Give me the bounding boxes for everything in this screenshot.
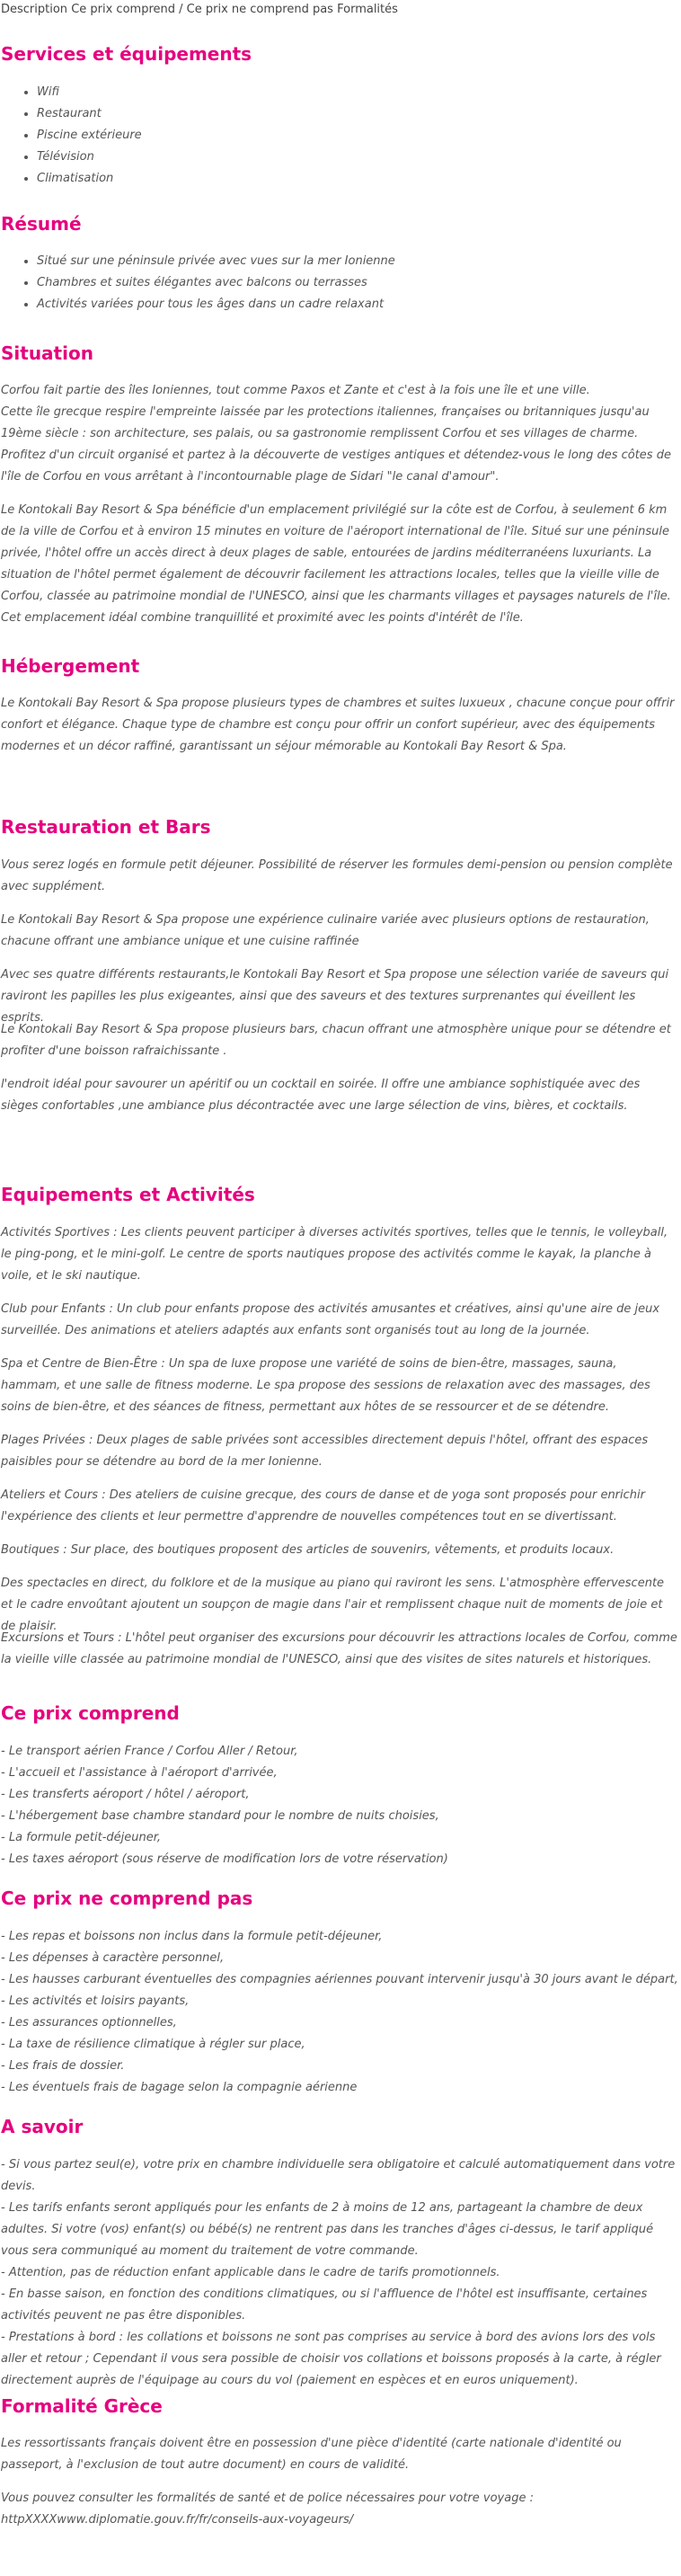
equipements-heading: Equipements et Activités xyxy=(1,1184,255,1205)
list-item: - La formule petit-déjeuner, xyxy=(1,1831,162,1844)
list-item: • Situé sur une péninsule privée avec vues sur la mer Ionienne xyxy=(37,251,395,272)
formalite-links xyxy=(1,2488,679,2531)
paragraph: Avec ses quatre différents restaurants,le Kontokali Bay Resort et Spa propose une sélection variée de saveurs qui raviront les papilles les plus exigeantes, ainsi que des saveurs et des textures surprenantes qui éveillent les esprits. xyxy=(1,968,669,1025)
list-item: - Attention, pas de réduction enfant applicable dans le cadre de tarifs promotionnels. xyxy=(1,2266,500,2279)
savoir-heading: A savoir xyxy=(1,2116,84,2137)
list-item: - Les activités et loisirs payants, xyxy=(1,1994,190,2008)
paragraph: Spa et Centre de Bien-Être : Un spa de luxe propose une variété de soins de bien-être, massages, sauna, hammam, et une salle de fitness moderne. Le spa propose des sessions de relaxation avec des massages, des soins de bien-être, et des séances de fitness, permettant aux hôtes de se ressourcer et de se détendre. xyxy=(1,1357,650,1414)
paragraph: Plages Privées : Deux plages de sable privées sont accessibles directement depuis l'hôtel, offrant des espaces paisibles pour se détendre au bord de la mer Ionienne. xyxy=(1,1434,649,1469)
list-item: • Climatisation xyxy=(37,168,142,190)
paragraph: Les ressortissants français doivent être en possession d'une pièce d'identité (carte nationale d'identité ou passeport, à l'exclusion de tout autre document) en cours de validité. xyxy=(1,2437,622,2472)
list-item: - L'hébergement base chambre standard pour le nombre de nuits choisies, xyxy=(1,1809,439,1823)
list-item: • Piscine extérieure xyxy=(37,125,142,147)
paragraph: Ateliers et Cours : Des ateliers de cuisine grecque, des cours de danse et de yoga sont proposés pour enrichir l'expérience des clients et leur permettre d'apprendre de nouvelles compétences tout en se divertissant. xyxy=(1,1488,645,1523)
list-item: - Les dépenses à caractère personnel, xyxy=(1,1951,225,1965)
tab-bar: Description Ce prix comprend / Ce prix ne comprend pas Formalités xyxy=(1,3,398,16)
tab-ce-prix-comprend[interactable]: Ce prix comprend xyxy=(71,3,175,16)
list-item: - La taxe de résilience climatique à régler sur place, xyxy=(1,2038,305,2051)
services-heading: Services et équipements xyxy=(1,43,252,65)
situation-text xyxy=(1,380,679,488)
list-item: - L'accueil et l'assistance à l'aéroport d'arrivée, xyxy=(1,1766,278,1780)
list-item: - Le transport aérien France / Corfou Aller / Retour, xyxy=(1,1745,298,1758)
link-line xyxy=(1,2509,679,2531)
paragraph: Corfou fait partie des îles Ioniennes, tout comme Paxos et Zante et c'est à la fois une île et une ville. xyxy=(1,384,590,397)
hebergement-heading: Hébergement xyxy=(1,655,140,677)
list-item: • Activités variées pour tous les âges dans un cadre relaxant xyxy=(37,294,395,315)
list-item: - En basse saison, en fonction des conditions climatiques, ou si l'affluence de l'hôtel est insuffisante, certaines activités peuvent ne pas être disponibles. xyxy=(1,2287,648,2323)
comprend-list xyxy=(1,1741,679,1870)
resume-list xyxy=(1,251,395,315)
list-item: - Les taxes aéroport (sous réserve de modification lors de votre réservation) xyxy=(1,1852,448,1866)
paragraph: l'endroit idéal pour savourer un apéritif ou un cocktail en soirée. Il offre une ambiance sophistiquée avec des sièges confortables ,une ambiance plus décontractée avec une large sélection de vins, bières, et cocktails. xyxy=(1,1078,641,1113)
paragraph: Le Kontokali Bay Resort & Spa propose plusieurs types de chambres et suites luxueux , chacune conçue pour offrir confort et élégance. Chaque type de chambre est conçu pour offrir un confort supérieur, avec des équipements modernes et un décor raffiné, garantissant un séjour mémorable au Kontokali Bay Resort & Spa. xyxy=(1,697,675,753)
paragraph: Cette île grecque respire l'empreinte laissée par les protections italiennes, françaises ou britanniques jusqu'au 19ème siècle : son architecture, ses palais, ou sa gastronomie remplissent Corfou et ses villages de charme. Profitez d'un circuit organisé et partez à la découverte de vestiges antiques et détendez-vous le long des côtes de l'île de Corfou en vous arrêtant à l'incontournable plage de Sidari "le canal d'amour". xyxy=(1,405,671,484)
paragraph: Le Kontokali Bay Resort & Spa propose une expérience culinaire variée avec plusieurs options de restauration, chacune offrant une ambiance unique et une cuisine raffinée xyxy=(1,913,650,948)
savoir-list xyxy=(1,2154,679,2392)
diplomatie-link[interactable]: httpXXXXwww.diplomatie.gouv.fr/fr/conseils-aux-voyageurs/ xyxy=(1,2513,354,2527)
list-item: • Télévision xyxy=(37,147,142,168)
restauration-heading: Restauration et Bars xyxy=(1,816,211,838)
list-item: - Les tarifs enfants seront appliqués pour les enfants de 2 à moins de 12 ans, partageant la chambre de deux adultes. Si votre (vos) enfant(s) ou bébé(s) ne rentrent pas dans les tranches d'âges ci-dessus, le tarif appliqué vous sera communiqué au moment du traitement de votre commande. xyxy=(1,2201,654,2258)
paragraph: Le Kontokali Bay Resort & Spa bénéficie d'un emplacement privilégié sur la côte est de Corfou, à seulement 6 km de la ville de Corfou et à environ 15 minutes en voiture de l'aéroport international de l'île. Situé sur une péninsule privée, l'hôtel offre un accès direct à deux plages de sable, entourées de jardins méditerranéens luxuriants. La situation de l'hôtel permet également de découvrir facilement les attractions locales, telles que la vieille ville de Corfou, classée au patrimoine mondial de l'UNESCO, ainsi que les charmants villages et paysages naturels de l'île. Cet emplacement idéal combine tranquillité et proximité avec les points d'intérêt de l'île. xyxy=(1,503,671,625)
list-item: - Les hausses carburant éventuelles des compagnies aériennes pouvant intervenir jusqu'à 30 jours avant le départ, xyxy=(1,1973,678,1986)
paragraph: Excursions et Tours : L'hôtel peut organiser des excursions pour découvrir les attractions locales de Corfou, comme la vieille ville classée au patrimoine mondial de l'UNESCO, ainsi que des visites de sites naturels et historiques. xyxy=(1,1631,677,1666)
resume-heading: Résumé xyxy=(1,213,82,235)
list-item: - Prestations à bord : les collations et boissons ne sont pas comprises au service à bord des avions lors des vols aller et retour ; Cependant il vous sera possible de choisir vos collations et boissons proposés à la carte, à régler directement auprès de l'équipage au cours du vol (paiement en espèces et en euros uniquement). xyxy=(1,2331,661,2387)
list-item: • Wifi xyxy=(37,82,142,103)
situation-heading: Situation xyxy=(1,342,93,364)
tab-description[interactable]: Description xyxy=(1,3,68,16)
list-item: • Chambres et suites élégantes avec balcons ou terrasses xyxy=(37,272,395,294)
tab-ce-prix-ne-comprend-pas[interactable]: Ce prix ne comprend pas xyxy=(186,3,333,16)
paragraph: Vous pouvez consulter les formalités de santé et de police nécessaires pour votre voyage : xyxy=(1,2492,534,2505)
formalite-heading: Formalité Grèce xyxy=(1,2395,163,2417)
ne-comprend-heading: Ce prix ne comprend pas xyxy=(1,1888,253,1909)
list-item: - Si vous partez seul(e), votre prix en chambre individuelle sera obligatoire et calculé automatiquement dans votre devis. xyxy=(1,2158,676,2193)
services-list xyxy=(1,82,142,190)
paragraph: Activités Sportives : Les clients peuvent participer à diverses activités sportives, telles que le tennis, le volleyball, le ping-pong, et le mini-golf. Le centre de sports nautiques propose des activités comme le kayak, la planche à voile, et le ski nautique. xyxy=(1,1226,668,1283)
list-item: - Les transferts aéroport / hôtel / aéroport, xyxy=(1,1788,250,1801)
list-item: - Les assurances optionnelles, xyxy=(1,2016,177,2030)
list-item: • Restaurant xyxy=(37,103,142,125)
comprend-heading: Ce prix comprend xyxy=(1,1702,180,1724)
paragraph: Vous serez logés en formule petit déjeuner. Possibilité de réserver les formules demi-pension ou pension complète avec supplément. xyxy=(1,858,673,893)
paragraph: Des spectacles en direct, du folklore et de la musique au piano qui raviront les sens. L'atmosphère effervescente et le cadre envoûtant ajoutent un soupçon de magie dans l'air et remplissent chaque nuit de moments de joie et de plaisir. xyxy=(1,1577,665,1633)
paragraph: Club pour Enfants : Un club pour enfants propose des activités amusantes et créatives, ainsi qu'une aire de jeux surveillée. Des animations et ateliers adaptés aux enfants sont organisés tout au long de la journée. xyxy=(1,1302,660,1337)
list-item: - Les frais de dossier. xyxy=(1,2059,125,2073)
list-item: - Les repas et boissons non inclus dans la formule petit-déjeuner, xyxy=(1,1930,383,1943)
list-item: - Les éventuels frais de bagage selon la compagnie aérienne xyxy=(1,2081,358,2094)
paragraph: Boutiques : Sur place, des boutiques proposent des articles de souvenirs, vêtements, et produits locaux. xyxy=(1,1543,615,1557)
ne-comprend-list xyxy=(1,1926,679,2099)
tab-formalites[interactable]: Formalités xyxy=(337,3,398,16)
paragraph: Le Kontokali Bay Resort & Spa propose plusieurs bars, chacun offrant une atmosphère unique pour se détendre et profiter d'une boisson rafraichissante . xyxy=(1,1023,671,1058)
